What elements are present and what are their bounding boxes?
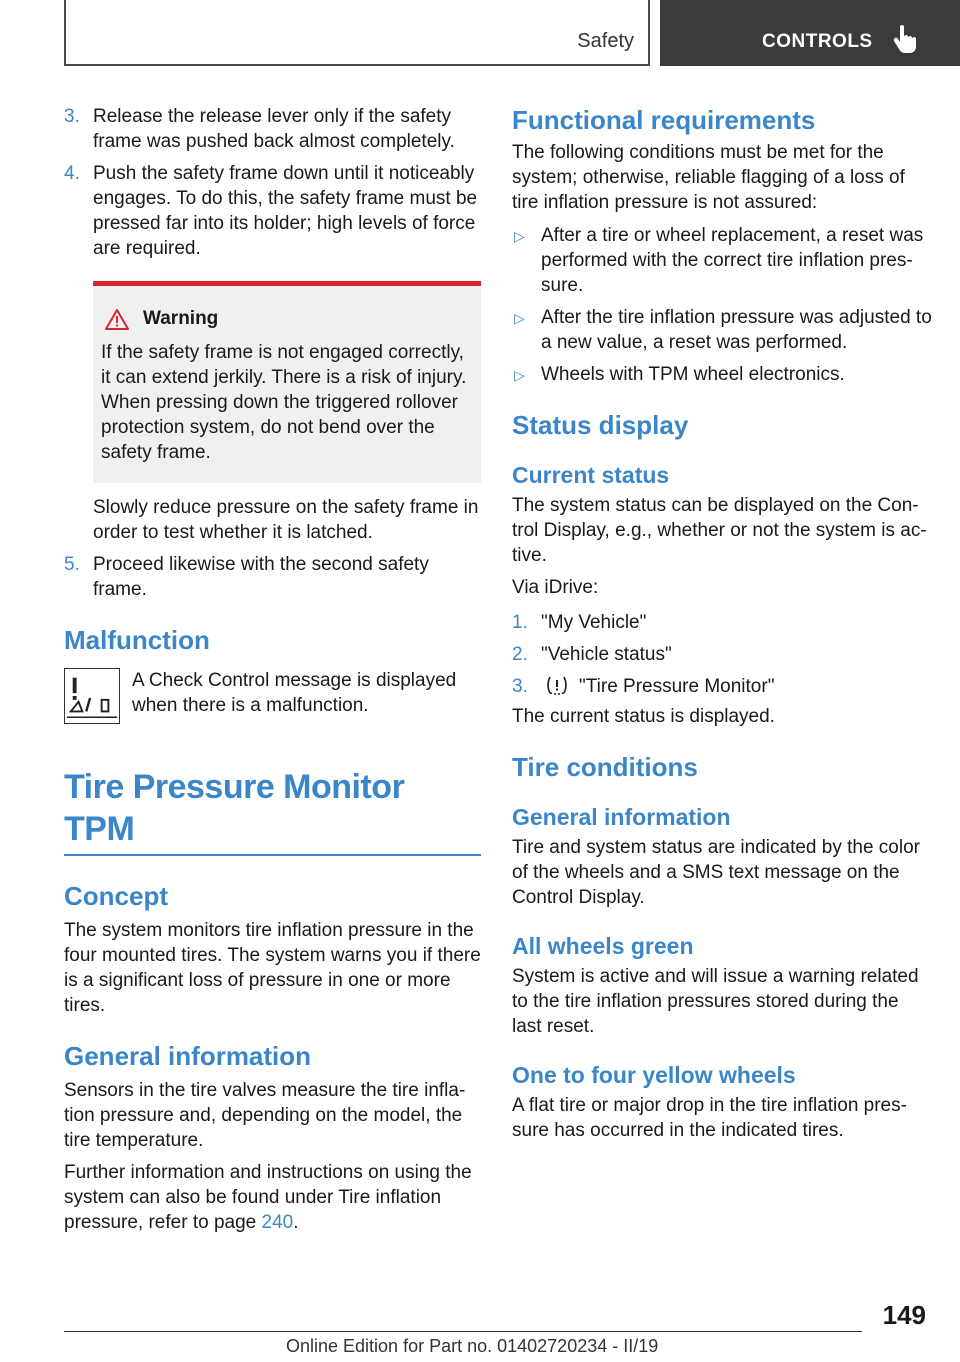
footer-divider (64, 1331, 862, 1332)
heading-general-information: General information (64, 1041, 312, 1071)
malfunction-row (64, 668, 481, 724)
right-column (512, 104, 932, 1143)
list-item: ▷ After the tire inflation pressure was adjusted to a new value, a reset was performed. (514, 307, 932, 353)
warning-title: Warning (101, 308, 473, 330)
warning-triangle-icon (105, 309, 129, 330)
paragraph: The current status is displayed. (512, 706, 775, 727)
malfunction-text: A Check Control message is displayed when there is a malfunction. (132, 670, 457, 716)
paragraph: A flat tire or major drop in the tire inflation pres‐sure has occurred in the indicated tires. (512, 1095, 907, 1141)
tire-pressure-icon (545, 675, 569, 695)
bullet-triangle-icon: ▷ (514, 367, 525, 383)
heading-functional-requirements: Functional requirements (512, 105, 816, 135)
list-item: 1. "My Vehicle" (512, 612, 647, 633)
list-item: 5. Proceed likewise with the second safety frame. (64, 554, 429, 600)
idrive-steps-list (512, 610, 932, 699)
page-link[interactable]: 240 (261, 1212, 294, 1233)
left-column (64, 104, 481, 1235)
footer-edition: Online Edition for Part no. 01402720234 - II/19 (286, 1336, 659, 1356)
heading-tire-conditions: Tire conditions (512, 752, 698, 782)
heading-current-status: Current status (512, 462, 670, 488)
heading-status-display: Status display (512, 410, 689, 440)
list-item: 4. Push the safety frame down until it noticeably engages. To do this, the safety frame must be pressed far into its holder; high levels of force are required. (64, 163, 478, 259)
check-control-icon (64, 668, 120, 724)
list-item: 2. "Vehicle status" (512, 644, 672, 665)
steps-list-a (64, 104, 481, 261)
requirements-list (512, 223, 932, 387)
bullet-triangle-icon: ▷ (514, 228, 525, 244)
list-item: ▷ After a tire or wheel replacement, a reset was performed with the correct tire inflation pres‐sure. (514, 225, 924, 296)
paragraph: The system status can be displayed on the Con‐trol Display, e.g., whether or not the system is ac‐tive. (512, 495, 927, 566)
header-chapter-title: CONTROLS (762, 31, 873, 52)
list-item: 3. "Tire Pressure Monitor" (512, 676, 775, 697)
paragraph: The system monitors tire inflation pressure in the four mounted tires. The system warns you if there is a significant loss of pressure in one or more tires. (64, 920, 481, 1016)
header-chapter-box (660, 0, 960, 66)
pointing-hand-icon (892, 24, 920, 54)
list-item: 3. Release the release lever only if the safety frame was pushed back almost completely. (64, 106, 455, 152)
heading-concept: Concept (64, 881, 168, 911)
warning-text: If the safety frame is not engaged correctly, it can extend jerkily. There is a risk of injury. When pressing down the triggered rollover protection system, do not bend over the safety frame. (101, 342, 467, 463)
steps-list-b (64, 552, 481, 602)
list-item: ▷ Wheels with TPM wheel electronics. (512, 362, 932, 387)
bullet-triangle-icon: ▷ (514, 310, 525, 326)
paragraph: Sensors in the tire valves measure the tire infla‐tion pressure and, depending on the model, the tire temperature. (64, 1080, 466, 1151)
heading-general-information-2: General information (512, 804, 731, 830)
warning-box (93, 281, 481, 483)
paragraph: System is active and will issue a warning related to the tire inflation pressures stored during the last reset. (512, 966, 919, 1037)
page-number: 149 (882, 1300, 926, 1330)
heading-tpm: Tire Pressure Monitor TPM (64, 766, 481, 856)
paragraph: Slowly reduce pressure on the safety frame in order to test whether it is latched. (93, 497, 479, 543)
heading-yellow-wheels: One to four yellow wheels (512, 1062, 796, 1088)
header-section-title: Safety (577, 30, 634, 52)
paragraph: Further information and instructions on using the system can also be found under Tire inflation pressure, refer to page 240. (64, 1162, 472, 1233)
header-section-box (64, 0, 650, 66)
paragraph: Via iDrive: (512, 577, 599, 598)
paragraph: Tire and system status are indicated by the color of the wheels and a SMS text message on the Control Display. (512, 837, 920, 908)
heading-malfunction: Malfunction (64, 625, 210, 655)
paragraph: The following conditions must be met for the system; otherwise, reliable flagging of a loss of tire inflation pressure is not assured: (512, 142, 905, 213)
heading-all-wheels-green: All wheels green (512, 933, 694, 959)
